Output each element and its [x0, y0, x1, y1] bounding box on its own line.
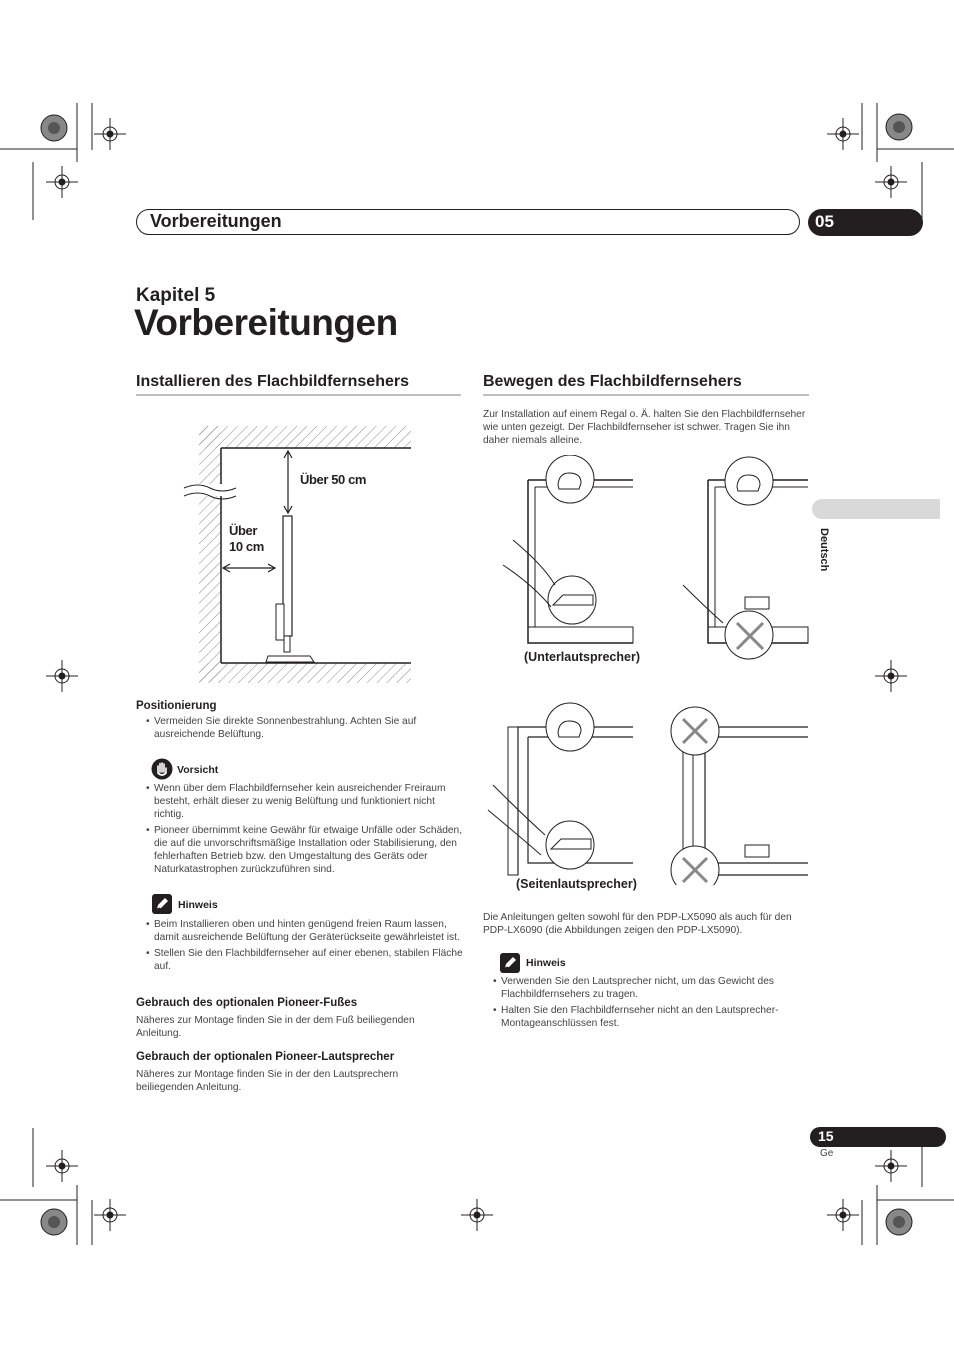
starburst-mark-tr	[886, 114, 912, 140]
starburst-mark-tl	[41, 115, 67, 141]
list-item: • Stellen Sie den Flachbildfernseher auf einer ebenen, stabilen Fläche auf.	[144, 947, 464, 973]
installation-clearance-figure	[180, 424, 415, 686]
list-item: • Beim Installieren oben und hinten genügend freien Raum lassen, damit ausreichende Belüftung der Geräterückseite gewährleistet ist.	[144, 918, 464, 944]
clearance-side-label-2: 10 cm	[229, 539, 264, 554]
figure-side-speaker-correct	[488, 703, 633, 875]
caption-side-speaker: (Seitenlautsprecher)	[516, 877, 637, 891]
hinweis-list-left	[144, 918, 464, 976]
positionierung-list	[144, 715, 464, 744]
figure-bottom-speaker-correct	[503, 455, 633, 643]
caution-hand-icon	[151, 758, 173, 780]
page-number: 15	[818, 1128, 834, 1144]
chapter-title: Vorbereitungen	[134, 302, 398, 343]
hinweis-title-left: Hinweis	[178, 899, 218, 911]
section-heading-install: Installieren des Flachbildfernsehers	[136, 373, 409, 390]
hinweis-title-right: Hinweis	[526, 957, 566, 969]
list-item: • Vermeiden Sie direkte Sonnenbestrahlung. Achten Sie auf ausreichende Belüftung.	[144, 715, 464, 741]
starburst-mark-bl	[41, 1209, 67, 1235]
model-note: Die Anleitungen gelten sowohl für den PDP-LX5090 als auch für den PDP-LX6090 (die Abbildungen zeigen den PDP-LX5090).	[483, 912, 792, 936]
language-code: Ge	[820, 1148, 834, 1159]
note-pencil-icon	[152, 894, 172, 914]
section-heading-move: Bewegen des Flachbildfernsehers	[483, 373, 742, 390]
clearance-top-label: Über 50 cm	[300, 472, 367, 487]
section-rule	[483, 394, 809, 396]
list-item: • Wenn über dem Flachbildfernseher kein ausreichender Freiraum besteht, erhält dieser zu wenig Belüftung und funktioniert nicht richtig.	[144, 782, 464, 821]
chapter-number: 05	[815, 212, 834, 231]
caption-bottom-speaker: (Unterlautsprecher)	[524, 650, 640, 664]
list-item: • Verwenden Sie den Lautsprecher nicht, um das Gewicht des Flachbildfernsehers zu tragen.	[491, 975, 809, 1001]
list-item: • Halten Sie den Flachbildfernseher nicht an den Lautsprecher-Montageanschlüssen fest.	[491, 1004, 809, 1030]
language-tab	[812, 499, 940, 519]
fuss-title: Gebrauch des optionalen Pioneer-Fußes	[136, 997, 358, 1009]
lautsprecher-title: Gebrauch der optionalen Pioneer-Lautsprecher	[136, 1051, 395, 1063]
chapter-label: Kapitel 5	[136, 285, 216, 306]
running-header-title: Vorbereitungen	[150, 211, 282, 231]
note-pencil-icon	[500, 953, 520, 973]
move-intro: Zur Installation auf einem Regal o. Ä. halten Sie den Flachbildfernseher wie unten gezeigt. Der Flachbildfernseher ist schwer. Tragen Sie ihn daher niemals alleine.	[483, 409, 806, 446]
language-label: Deutsch	[818, 528, 830, 572]
fuss-text: Näheres zur Montage finden Sie in der dem Fuß beiliegenden Anleitung.	[136, 1015, 415, 1039]
hinweis-list-right	[491, 975, 809, 1033]
figure-side-speaker-wrong	[671, 707, 808, 885]
starburst-mark-br	[886, 1209, 912, 1235]
vorsicht-title: Vorsicht	[177, 764, 219, 776]
lautsprecher-text: Näheres zur Montage finden Sie in der den Lautsprechern beiliegenden Anleitung.	[136, 1069, 399, 1093]
section-rule	[136, 394, 461, 396]
positionierung-title: Positionierung	[136, 700, 217, 712]
list-item: • Pioneer übernimmt keine Gewähr für etwaige Unfälle oder Schäden, die auf die unvorschriftsmäßige Installation oder Stabilisierung, den fehlerhaften Betrieb bzw. den Umgestaltung des Geräts oder Naturkatastrophen zurückzuführen sind.	[144, 824, 464, 876]
figure-bottom-speaker-wrong	[683, 457, 808, 659]
carry-illustrations	[483, 455, 813, 885]
clearance-side-label-1: Über	[229, 523, 258, 538]
vorsicht-list	[144, 782, 464, 879]
